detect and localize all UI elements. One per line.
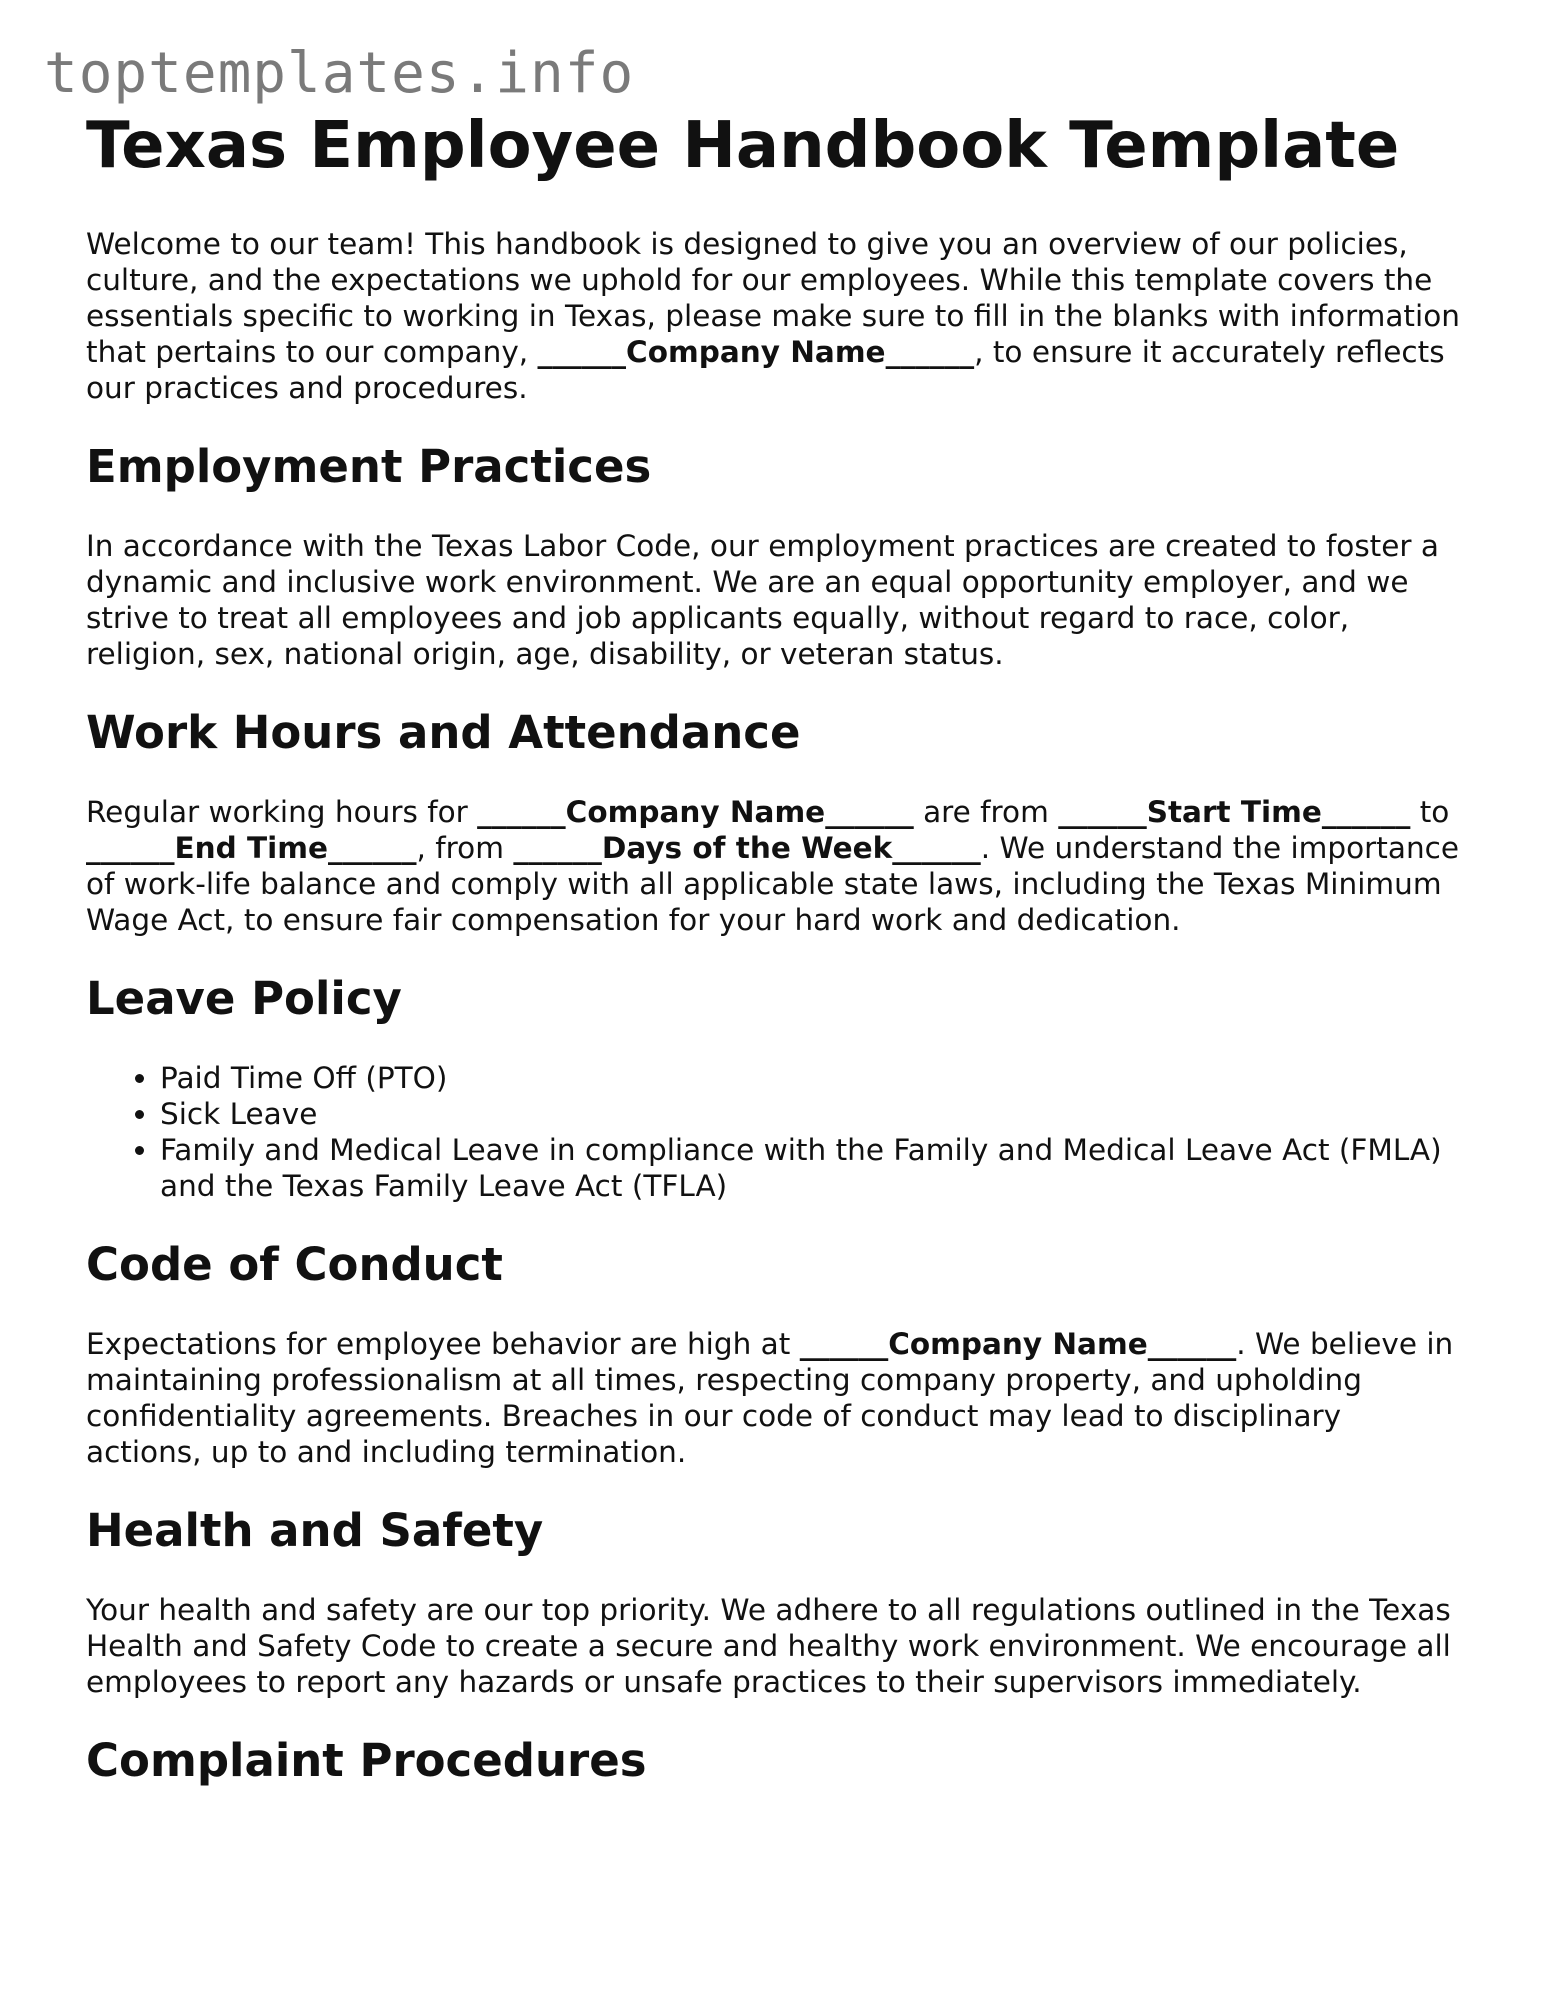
- document-body: [86, 108, 1466, 1822]
- leave-policy-list: [86, 1060, 1466, 1204]
- intro-paragraph: [86, 226, 1466, 406]
- company-name-blank: ______Company Name______: [537, 335, 975, 369]
- complaint-procedures-heading: Complaint Procedures: [86, 1734, 647, 1787]
- work-hours-text-2: are from: [913, 795, 1059, 829]
- start-time-blank: ______Start Time______: [1058, 795, 1411, 829]
- list-item: • Paid Time Off (PTO): [160, 1060, 1466, 1096]
- company-name-blank: ______Company Name______: [799, 1327, 1237, 1361]
- health-safety-heading: Health and Safety: [86, 1504, 544, 1557]
- employment-practices-paragraph: In accordance with the Texas Labor Code, our employment practices are created to foster a dynamic and inclusive work environment. We are an equal opportunity employer, and we strive to treat all employees and job applicants equally, without regard to race, color, religion, sex, national origin, age, disability, or veteran status.: [86, 529, 1439, 671]
- work-hours-text-4: , from: [416, 831, 514, 865]
- conduct-text-2: . We believe in maintaining professionalism at all times, respecting company property, and upholding confidentiality agreements. Breaches in our code of conduct may lead to disciplinary actions, up to and including termination.: [86, 1327, 1454, 1469]
- watermark: toptemplates.info: [44, 41, 635, 106]
- company-name-blank: ______Company Name______: [477, 795, 914, 829]
- list-item: • Sick Leave: [160, 1096, 1466, 1132]
- days-of-week-blank: ______Days of the Week______: [513, 831, 981, 865]
- list-item: • Family and Medical Leave in compliance with the Family and Medical Leave Act (FMLA) and the Texas Family Leave Act (TFLA): [160, 1132, 1466, 1204]
- employment-practices-heading: Employment Practices: [86, 440, 652, 493]
- code-of-conduct-heading: Code of Conduct: [86, 1238, 503, 1291]
- intro-text-2: , to ensure it accurately reflects our practices and procedures.: [86, 335, 1445, 405]
- work-hours-paragraph: [86, 794, 1466, 938]
- health-safety-paragraph: Your health and safety are our top priority. We adhere to all regulations outlined in the Texas Health and Safety Code to create a secure and healthy work environment. We encourage all employees to report any hazards or unsafe practices to their supervisors immediately.: [86, 1593, 1451, 1699]
- work-hours-text-3: to: [1410, 795, 1450, 829]
- work-hours-text-1: Regular working hours for: [86, 795, 478, 829]
- leave-policy-heading: Leave Policy: [86, 972, 402, 1025]
- code-of-conduct-paragraph: [86, 1326, 1466, 1470]
- page-title: Texas Employee Handbook Template: [86, 109, 1400, 183]
- work-hours-heading: Work Hours and Attendance: [86, 706, 801, 759]
- work-hours-text-5: . We understand the importance of work-life balance and comply with all applicable state laws, including the Texas Minimum Wage Act, to ensure fair compensation for your hard work and dedication.: [86, 831, 1460, 937]
- end-time-blank: ______End Time______: [86, 831, 417, 865]
- conduct-text-1: Expectations for employee behavior are high at: [86, 1327, 800, 1361]
- intro-text-1: Welcome to our team! This handbook is designed to give you an overview of our policies, culture, and the expectations we uphold for our employees. While this template covers the essentials specific to working in Texas, please make sure to fill in the blanks with information that pertains to our company,: [86, 227, 1460, 369]
